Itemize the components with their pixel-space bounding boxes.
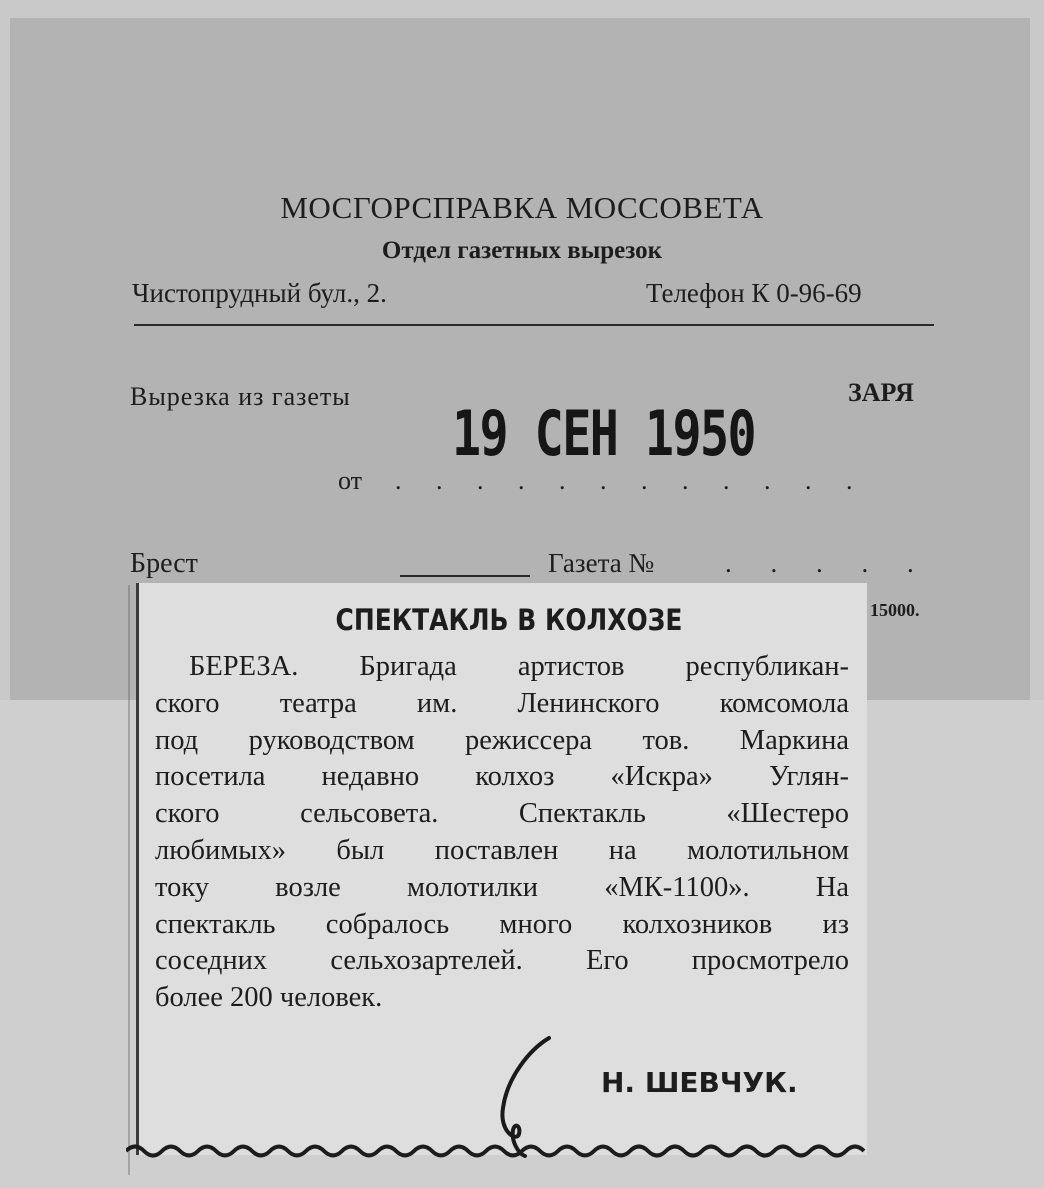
article-body bbox=[155, 649, 849, 1017]
newspaper-name: ЗАРЯ bbox=[848, 378, 914, 407]
phone-number: Телефон К 0-96-69 bbox=[646, 278, 862, 308]
torn-edge-wave bbox=[126, 1136, 866, 1166]
city-name: Брест bbox=[130, 548, 198, 579]
date-from-label: от bbox=[338, 466, 363, 495]
department-name: Отдел газетных вырезок bbox=[381, 237, 663, 264]
article-line: соседних сельхозартелей. Его просмотрело bbox=[155, 945, 849, 977]
article-line: БЕРЕЗА. Бригада артистов республикан- bbox=[189, 651, 849, 682]
article-line: более 200 человек. bbox=[155, 982, 383, 1014]
date-stamp: 19 СЕН 1950 bbox=[452, 397, 756, 470]
issue-fill-dots: . . . . . bbox=[725, 548, 930, 578]
header-divider bbox=[134, 324, 934, 326]
article-line: посетила недавно колхоз «Искра» Углян- bbox=[155, 761, 849, 793]
clipping-shadow-edge bbox=[128, 585, 130, 1175]
issue-number-label: Газета № bbox=[548, 548, 655, 578]
article-title: СПЕКТАКЛЬ В КОЛХОЗЕ bbox=[335, 603, 683, 637]
newspaper-clipping bbox=[136, 583, 867, 1155]
city-blank-line bbox=[400, 575, 530, 577]
organization-name: МОСГОРСПРАВКА МОССОВЕТА bbox=[280, 190, 764, 225]
date-fill-dots: . . . . . . . . . . . . bbox=[395, 466, 867, 495]
article-line: току возле молотилки «МК-1100». На bbox=[155, 871, 849, 903]
article-line: спектакль собралось много колхозников из bbox=[155, 908, 849, 940]
author-byline: Н. ШЕВЧУК. bbox=[601, 1066, 798, 1099]
article-line: под руководством режиссера тов. Маркина bbox=[155, 724, 849, 756]
clip-source-label: Вырезка из газеты bbox=[130, 382, 351, 411]
article-line: любимых» был поставлен на молотильном bbox=[155, 834, 849, 866]
print-run: 15000. bbox=[870, 600, 920, 620]
article-line: ского театра им. Ленинского комсомола bbox=[155, 687, 849, 719]
address: Чистопрудный бул., 2. bbox=[132, 278, 387, 308]
article-line: ского сельсовета. Спектакль «Шестеро bbox=[155, 798, 849, 830]
